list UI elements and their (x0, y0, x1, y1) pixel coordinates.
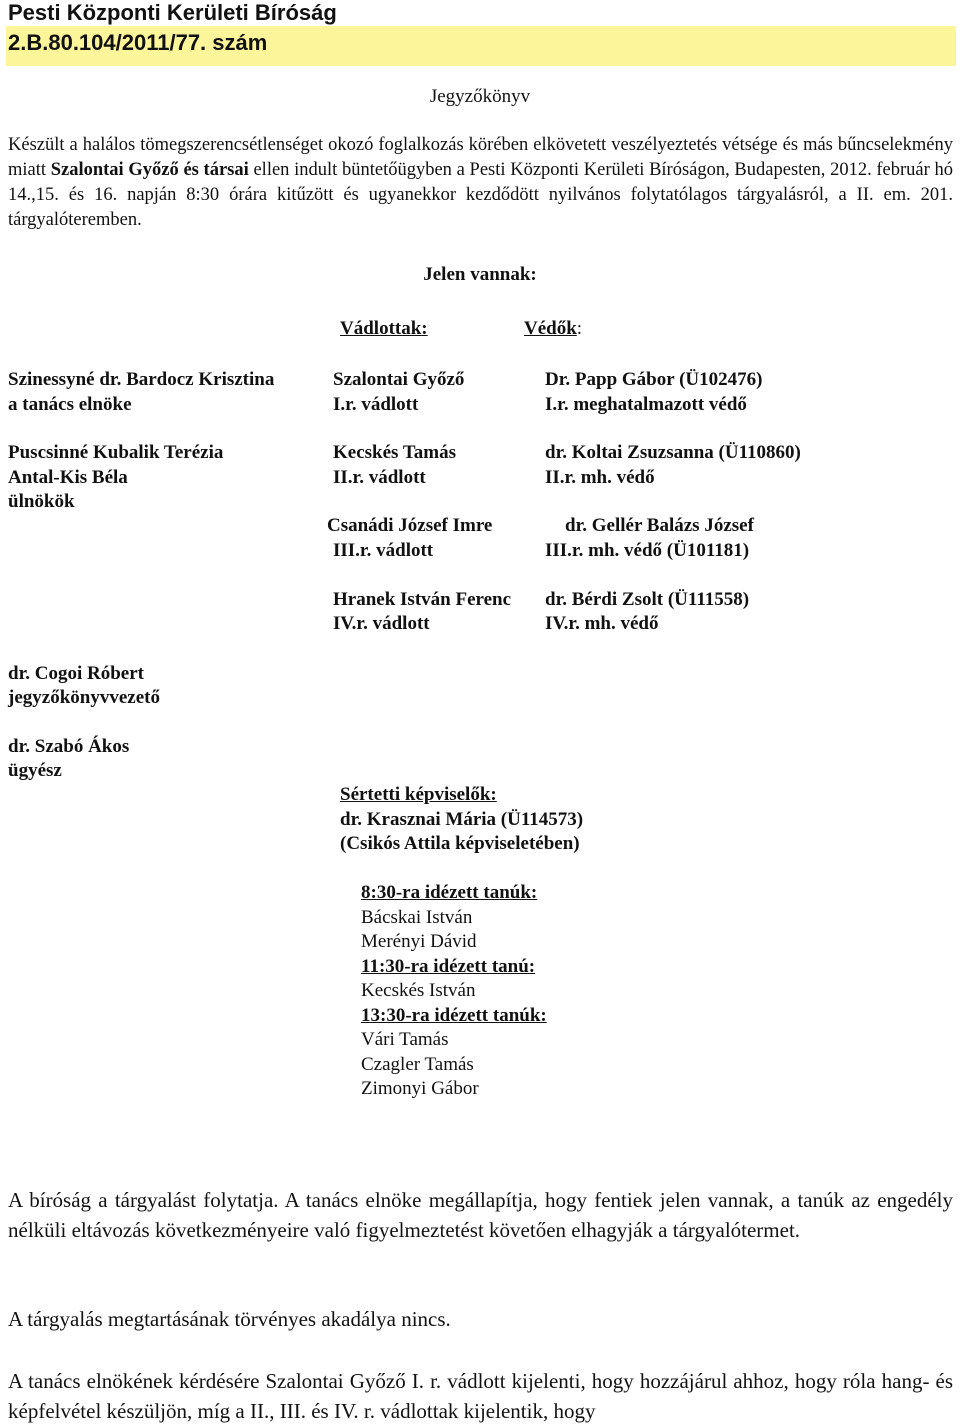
defendant-4-role: IV.r. vádlott (333, 613, 430, 634)
victim-rep-name: dr. Krasznai Mária (Ü114573) (340, 809, 584, 830)
defendant-1-role: I.r. vádlott (333, 394, 419, 415)
court-name: Pesti Központi Kerületi Bíróság (8, 0, 337, 25)
defender-4-name: dr. Bérdi Zsolt (Ü111558) (545, 589, 750, 610)
victim-rep-detail: (Csikós Attila képviseletében) (340, 833, 580, 854)
intro-text-1: Készült a halálos tömegszerencsétlenséget okozó foglalkozás körében elkövetett veszélyeztetés vétsége és más bűncselekmény miatt (8, 135, 953, 180)
defender-1-role: I.r. meghatalmazott védő (545, 394, 747, 415)
defendant-3-name: Csanádi József Imre (327, 515, 493, 536)
witness-heading-2: 11:30-ra idézett tanú: (361, 956, 536, 977)
president-role: a tanács elnöke (8, 394, 132, 415)
body-paragraph-2: A tárgyalás megtartásának törvényes akadálya nincs. (8, 1307, 451, 1331)
defender-3-role: III.r. mh. védő (Ü101181) (545, 540, 750, 561)
witness-6: Zimonyi Gábor (361, 1078, 479, 1099)
defenders-column-heading (524, 318, 582, 340)
defendant-1-name: Szalontai Győző (333, 369, 465, 390)
victim-reps-heading: Sértetti képviselők: (340, 784, 497, 805)
prosecutor-name: dr. Szabó Ákos (8, 736, 130, 757)
witness-5: Czagler Tamás (361, 1054, 474, 1075)
lay-judge-1: Puscsinné Kubalik Terézia (8, 442, 224, 463)
defenders-heading-colon: : (576, 318, 583, 339)
intro-text-2: ellen indult büntetőügyben a Pesti Központi Kerületi Bíróságon, Budapesten, 2012. február hó 14.,15. és 16. napján 8:30 órára kitűzött és ugyanekkor kezdődött nyilvános folytatólagos tárgyalásról, a II. em. 201. tárgyalóteremben. (8, 160, 953, 230)
lay-judge-2: Antal-Kis Béla (8, 467, 128, 488)
witness-4: Vári Tamás (361, 1029, 449, 1050)
witness-heading-1: 8:30-ra idézett tanúk: (361, 882, 538, 903)
defendant-4-name: Hranek István Ferenc (333, 589, 512, 610)
prosecutor-role: ügyész (8, 760, 62, 781)
defender-3-name: dr. Gellér Balázs József (565, 515, 754, 536)
defendants-column-heading: Vádlottak: (340, 318, 428, 339)
clerk-name: dr. Cogoi Róbert (8, 663, 144, 684)
defenders-heading-text: Védők (524, 318, 577, 339)
witness-3: Kecskés István (361, 980, 476, 1001)
intro-defendants: Szalontai Győző és társai (50, 160, 249, 180)
lay-judges-role: ülnökök (8, 491, 75, 512)
witness-heading-3: 13:30-ra idézett tanúk: (361, 1005, 547, 1026)
body-paragraph-1: A bíróság a tárgyalást folytatja. A tanács elnöke megállapítja, hogy fentiek jelen vannak, a tanúk az engedély nélküli eltávozás következményeire való figyelmeztetést követően elhagyják a tárgyalótermet. (8, 1188, 953, 1242)
intro-paragraph (8, 133, 953, 233)
president-name: Szinessyné dr. Bardocz Krisztina (8, 369, 275, 390)
document-title: Jegyzőkönyv (429, 86, 531, 107)
defendant-2-role: II.r. vádlott (333, 467, 426, 488)
defender-1-name: Dr. Papp Gábor (Ü102476) (545, 369, 763, 390)
body-paragraph-3: A tanács elnökének kérdésére Szalontai Győző I. r. vádlott kijelenti, hogy hozzájárul ahhoz, hogy róla hang- és képfelvétel készüljön, míg a II., III. és IV. r. vádlottak kijelentik, hogy (8, 1369, 953, 1423)
defender-2-name: dr. Koltai Zsuzsanna (Ü110860) (545, 442, 801, 463)
witness-1: Bácskai István (361, 907, 473, 928)
defender-4-role: IV.r. mh. védő (545, 613, 659, 634)
witness-2: Merényi Dávid (361, 931, 477, 952)
present-heading: Jelen vannak: (423, 264, 537, 285)
clerk-role: jegyzőkönyvvezető (8, 687, 160, 708)
case-number: 2.B.80.104/2011/77. szám (8, 30, 268, 55)
defendant-2-name: Kecskés Tamás (333, 442, 456, 463)
defendant-3-role: III.r. vádlott (333, 540, 434, 561)
defender-2-role: II.r. mh. védő (545, 467, 655, 488)
